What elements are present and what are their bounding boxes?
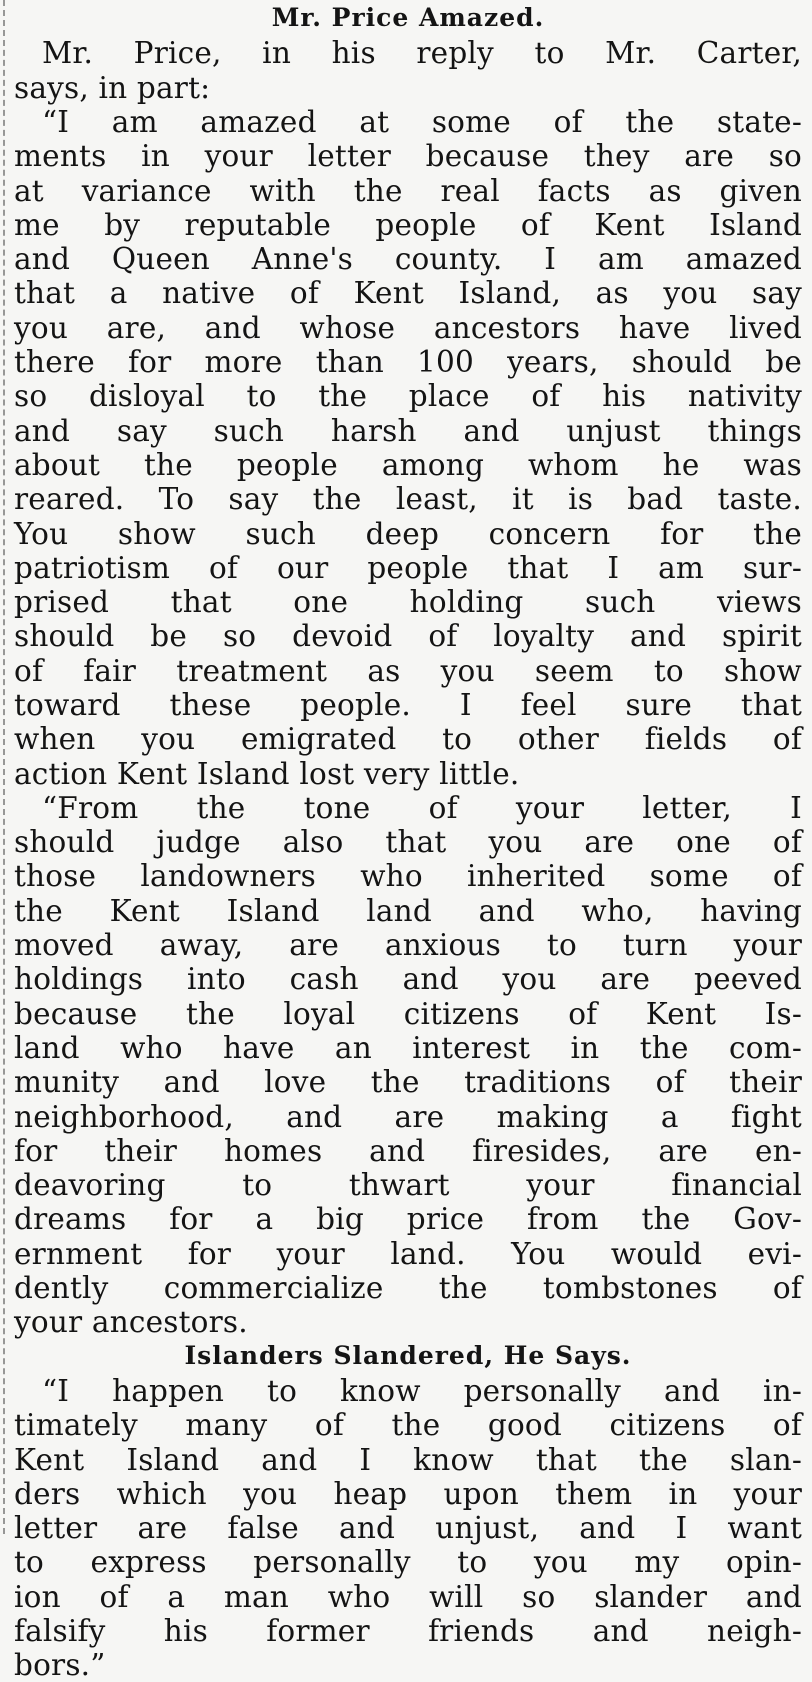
text-line: you are, and whose ancestors have lived <box>14 311 802 345</box>
text-line: dently commercialize the tombstones of <box>14 1271 802 1305</box>
text-line: You show such deep concern for the <box>14 517 802 551</box>
text-line: holdings into cash and you are peeved <box>14 962 802 996</box>
text-line: reared. To say the least, it is bad taste. <box>14 482 802 516</box>
text-line: those landowners who inherited some of <box>14 859 802 893</box>
text-line: dreams for a big price from the Gov- <box>14 1202 802 1236</box>
text-line: patriotism of our people that I am sur- <box>14 551 802 585</box>
text-line: says, in part: <box>14 71 211 105</box>
section-heading-islanders-slandered: Islanders Slandered, He Says. <box>184 1341 632 1370</box>
text-line: and say such harsh and unjust things <box>14 414 802 448</box>
text-line: ernment for your land. You would evi- <box>14 1237 802 1271</box>
text-line: moved away, are anxious to turn your <box>14 928 802 962</box>
text-line: letter are false and unjust, and I want <box>14 1511 802 1545</box>
text-line: should judge also that you are one of <box>14 825 802 859</box>
text-line: when you emigrated to other fields of <box>14 722 802 756</box>
text-line: toward these people. I feel sure that <box>14 688 802 722</box>
text-line: “From the tone of your letter, I <box>42 791 802 825</box>
text-line: “I happen to know personally and in- <box>42 1374 802 1408</box>
text-line: there for more than 100 years, should be <box>14 345 802 379</box>
text-line: deavoring to thwart your financial <box>14 1168 802 1202</box>
text-line: about the people among whom he was <box>14 448 802 482</box>
text-line: of fair treatment as you seem to show <box>14 654 802 688</box>
text-line: “I am amazed at some of the state- <box>42 105 802 139</box>
text-line: for their homes and firesides, are en- <box>14 1134 802 1168</box>
text-line: the Kent Island land and who, having <box>14 894 802 928</box>
text-line: timately many of the good citizens of <box>14 1408 802 1442</box>
text-line: neighborhood, and are making a fight <box>14 1100 802 1134</box>
text-line: so disloyal to the place of his nativity <box>14 379 802 413</box>
text-line: munity and love the traditions of their <box>14 1065 802 1099</box>
text-line: prised that one holding such views <box>14 585 802 619</box>
text-line: that a native of Kent Island, as you say <box>14 276 802 310</box>
text-line: bors.” <box>14 1648 106 1682</box>
text-line: falsify his former friends and neigh- <box>14 1614 802 1648</box>
text-line: at variance with the real facts as given <box>14 174 802 208</box>
text-line: your ancestors. <box>14 1305 248 1339</box>
text-line: action Kent Island lost very little. <box>14 757 520 791</box>
text-line: to express personally to you my opin- <box>14 1545 802 1579</box>
text-line: ion of a man who will so slander and <box>14 1580 802 1614</box>
column-margin-rule <box>3 0 5 1534</box>
text-line: because the loyal citizens of Kent Is- <box>14 997 802 1031</box>
text-line: should be so devoid of loyalty and spirit <box>14 619 802 653</box>
text-line: ders which you heap upon them in your <box>14 1477 802 1511</box>
section-heading-mr-price-amazed: Mr. Price Amazed. <box>271 3 545 32</box>
text-line: me by reputable people of Kent Island <box>14 208 802 242</box>
text-line: ments in your letter because they are so <box>14 139 802 173</box>
text-line: and Queen Anne's county. I am amazed <box>14 242 802 276</box>
text-line: Mr. Price, in his reply to Mr. Carter, <box>42 36 802 70</box>
text-line: land who have an interest in the com- <box>14 1031 802 1065</box>
text-line: Kent Island and I know that the slan- <box>14 1443 802 1477</box>
